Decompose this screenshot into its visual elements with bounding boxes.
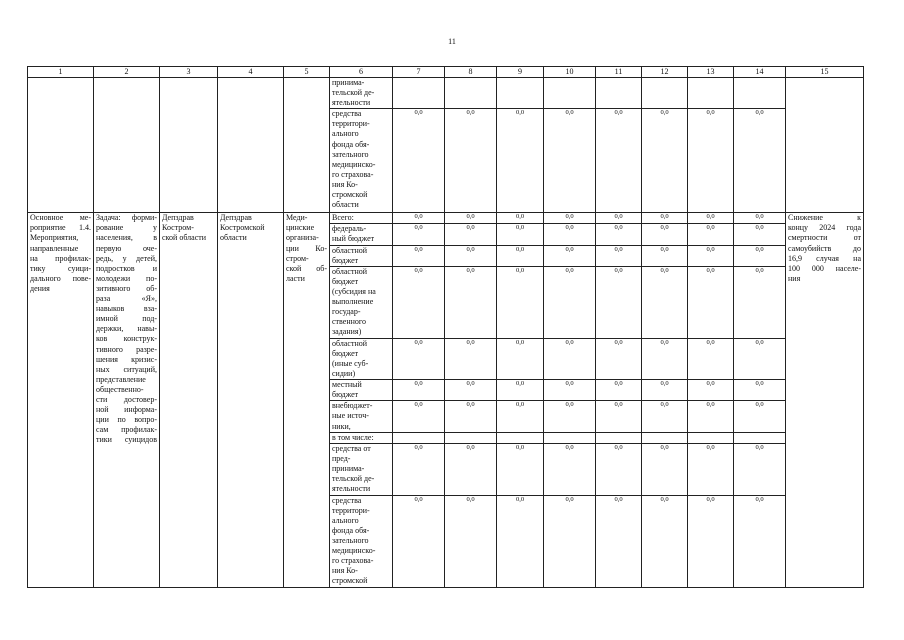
value-cell: 0,0 (393, 213, 445, 224)
value-cell: 0,0 (497, 266, 544, 338)
value-cell: 0,0 (642, 266, 688, 338)
value-cell: 0,0 (642, 338, 688, 379)
source-line: местный (332, 380, 362, 390)
value-cell: 0,0 (734, 443, 786, 495)
column-number-3: 3 (160, 67, 218, 78)
source-line: ники, (332, 421, 351, 431)
source-of-funding-cell (330, 245, 393, 266)
source-line: областной (332, 245, 368, 255)
source-line: принима- (332, 78, 365, 87)
coexecutor-line: Костромской (220, 223, 265, 233)
value-cell: 0,0 (393, 338, 445, 379)
source-line: задания) (332, 327, 362, 337)
source-line: бюджет (332, 348, 359, 358)
source-line: тельской де- (332, 473, 375, 483)
source-line: фонда обя- (332, 139, 370, 149)
value-cell: 0,0 (596, 266, 642, 338)
source-line: ния Ко- (332, 179, 358, 189)
source-line: средства (332, 495, 362, 505)
value-cell: 0,0 (393, 401, 445, 432)
source-of-funding-cell (330, 224, 393, 245)
task-description-line: населения, в (96, 233, 157, 243)
value-cell: 0,0 (642, 213, 688, 224)
value-cell: 0,0 (445, 495, 497, 587)
value-cell: 0,0 (596, 401, 642, 432)
measure-title-line: Основное ме- (30, 213, 91, 223)
value-cell: 0,0 (688, 495, 734, 587)
task-description-line: шения кризис- (96, 354, 157, 364)
source-line: ального (332, 515, 359, 525)
participants-line: стром- (286, 253, 309, 263)
value-cell: 0,0 (497, 338, 544, 379)
value-cell (497, 78, 544, 109)
value-cell: 0,0 (642, 401, 688, 432)
column-number-13: 13 (688, 67, 734, 78)
source-line: (субсидия на (332, 286, 376, 296)
empty-cell-col-1 (28, 78, 94, 213)
header-row (28, 67, 864, 78)
task-description-line: общественно- (96, 384, 144, 394)
source-line: государ- (332, 307, 361, 317)
value-cell (734, 432, 786, 443)
executor-line: ской области (162, 233, 207, 243)
value-cell: 0,0 (445, 213, 497, 224)
source-line: стромской (332, 190, 368, 200)
table-row (28, 213, 864, 224)
value-cell: 0,0 (688, 266, 734, 338)
value-cell: 0,0 (642, 443, 688, 495)
source-line: сидии) (332, 369, 356, 379)
value-cell: 0,0 (734, 495, 786, 587)
value-cell (642, 78, 688, 109)
source-line: территори- (332, 119, 370, 129)
value-cell: 0,0 (393, 495, 445, 587)
value-cell: 0,0 (596, 338, 642, 379)
source-line: Всего: (332, 213, 354, 223)
value-cell: 0,0 (734, 338, 786, 379)
value-cell: 0,0 (445, 109, 497, 213)
value-cell: 0,0 (642, 224, 688, 245)
value-cell: 0,0 (497, 224, 544, 245)
value-cell: 0,0 (544, 495, 596, 587)
value-cell (734, 78, 786, 109)
value-cell: 0,0 (642, 109, 688, 213)
empty-cell-col-2 (94, 78, 160, 213)
source-line: ятельности (332, 484, 371, 494)
value-cell: 0,0 (596, 245, 642, 266)
source-of-funding-cell (330, 213, 393, 224)
value-cell: 0,0 (642, 245, 688, 266)
task-description-line: первую оче- (96, 243, 157, 253)
task-description-line: редь, у детей, (96, 253, 157, 263)
value-cell: 0,0 (497, 109, 544, 213)
source-line: средства от (332, 443, 371, 453)
value-cell: 0,0 (497, 401, 544, 432)
empty-cell-col-3 (160, 78, 218, 213)
value-cell: 0,0 (393, 109, 445, 213)
value-cell: 0,0 (497, 495, 544, 587)
source-line: зательного (332, 149, 369, 159)
value-cell (642, 432, 688, 443)
source-line: внебюджет- (332, 401, 373, 411)
task-description-line: тики суицидов (96, 435, 157, 445)
value-cell (688, 432, 734, 443)
value-cell (445, 432, 497, 443)
task-description-line: ных ситуаций, (96, 364, 157, 374)
source-of-funding-cell (330, 495, 393, 587)
coexecutor-cell (218, 213, 284, 587)
expected-result-line: 100 000 населе- (788, 263, 861, 273)
column-number-6: 6 (330, 67, 393, 78)
source-line: фонда обя- (332, 525, 370, 535)
source-line: выполнение (332, 297, 374, 307)
value-cell: 0,0 (734, 213, 786, 224)
value-cell: 0,0 (596, 495, 642, 587)
task-description-line: сам профилак- (96, 425, 157, 435)
value-cell: 0,0 (544, 213, 596, 224)
source-of-funding-cell (330, 401, 393, 432)
value-cell: 0,0 (544, 224, 596, 245)
value-cell: 0,0 (688, 401, 734, 432)
source-line: бюджет (332, 276, 359, 286)
source-of-funding-cell (330, 432, 393, 443)
participants-line: организа- (286, 233, 319, 243)
column-number-4: 4 (218, 67, 284, 78)
source-of-funding-cell (330, 109, 393, 213)
value-cell: 0,0 (734, 109, 786, 213)
task-description-line: навыков вза- (96, 304, 157, 314)
source-line: тельской дe- (332, 88, 375, 98)
source-line: го страхова- (332, 169, 374, 179)
task-description-line: держки, навы- (96, 324, 157, 334)
source-of-funding-cell (330, 380, 393, 401)
value-cell: 0,0 (393, 245, 445, 266)
measure-title-line: тику суици- (30, 263, 91, 273)
value-cell: 0,0 (544, 338, 596, 379)
value-cell: 0,0 (688, 213, 734, 224)
value-cell: 0,0 (596, 380, 642, 401)
measure-title-line: на профилак- (30, 253, 91, 263)
value-cell: 0,0 (544, 266, 596, 338)
value-cell: 0,0 (642, 495, 688, 587)
coexecutor-line: Депздрав (220, 213, 252, 223)
measure-title-line: направленные (30, 243, 79, 253)
source-line: федераль- (332, 224, 367, 234)
task-description-line: ции по вопро- (96, 415, 157, 425)
value-cell: 0,0 (497, 213, 544, 224)
participants-line: ции Ко- (286, 243, 327, 253)
budget-table (27, 66, 864, 588)
source-line: территори- (332, 505, 370, 515)
participants-line: ласти (286, 273, 305, 283)
empty-cell-col-15 (786, 78, 864, 213)
value-cell: 0,0 (445, 266, 497, 338)
value-cell: 0,0 (734, 245, 786, 266)
value-cell: 0,0 (393, 266, 445, 338)
task-description-cell (94, 213, 160, 587)
value-cell (596, 432, 642, 443)
task-description-line: молодежи по- (96, 273, 157, 283)
task-description-line: рование у (96, 223, 157, 233)
value-cell: 0,0 (497, 245, 544, 266)
column-number-14: 14 (734, 67, 786, 78)
value-cell: 0,0 (688, 109, 734, 213)
source-line: принима- (332, 463, 365, 473)
empty-cell-col-4 (218, 78, 284, 213)
value-cell: 0,0 (445, 401, 497, 432)
value-cell: 0,0 (393, 224, 445, 245)
value-cell: 0,0 (688, 245, 734, 266)
measure-title-cell (28, 213, 94, 587)
source-line: ятельности (332, 98, 371, 108)
source-line: областной (332, 338, 368, 348)
task-description-line: тивного разре- (96, 344, 157, 354)
value-cell: 0,0 (734, 224, 786, 245)
value-cell (393, 78, 445, 109)
source-line: пред- (332, 453, 351, 463)
column-number-1: 1 (28, 67, 94, 78)
source-of-funding-cell (330, 78, 393, 109)
value-cell: 0,0 (497, 380, 544, 401)
task-description-line: раза «Я», (96, 294, 157, 304)
source-line: зательного (332, 536, 369, 546)
column-number-2: 2 (94, 67, 160, 78)
expected-result-line: 16,9 случая на (788, 253, 861, 263)
participants-line: Меди- (286, 213, 308, 223)
source-line: ального (332, 129, 359, 139)
value-cell: 0,0 (734, 380, 786, 401)
source-line: бюджет (332, 255, 359, 265)
source-line: медицинско- (332, 546, 376, 556)
column-number-5: 5 (284, 67, 330, 78)
source-line: ственного (332, 317, 366, 327)
column-number-15: 15 (786, 67, 864, 78)
participants-line: ской об- (286, 263, 327, 273)
column-number-8: 8 (445, 67, 497, 78)
value-cell (544, 78, 596, 109)
executor-line: Костром- (162, 223, 194, 233)
value-cell: 0,0 (734, 401, 786, 432)
executor-cell (160, 213, 218, 587)
source-line: в том числе: (332, 432, 374, 442)
source-line: го страхова- (332, 556, 374, 566)
value-cell (596, 78, 642, 109)
source-of-funding-cell (330, 338, 393, 379)
expected-result-line: самоубийств до (788, 243, 861, 253)
value-cell (445, 78, 497, 109)
task-description-line: ной информа- (96, 405, 157, 415)
measure-title-line: Мероприятия, (30, 233, 79, 243)
source-line: средства (332, 109, 362, 119)
source-line: бюджет (332, 390, 359, 400)
empty-cell-col-5 (284, 78, 330, 213)
expected-result-line: ния (788, 273, 801, 283)
source-line: (иные суб- (332, 358, 369, 368)
page-number: 11 (448, 37, 456, 46)
value-cell: 0,0 (393, 380, 445, 401)
task-description-line: сти достовер- (96, 394, 157, 404)
value-cell: 0,0 (688, 224, 734, 245)
value-cell (688, 78, 734, 109)
value-cell: 0,0 (497, 443, 544, 495)
value-cell: 0,0 (544, 401, 596, 432)
task-description-line: Задача: форми- (96, 213, 157, 223)
source-line: стромской (332, 576, 368, 586)
measure-title-line: дального пове- (30, 273, 91, 283)
task-description-line: зитивного об- (96, 283, 157, 293)
value-cell (497, 432, 544, 443)
table-row (28, 78, 864, 109)
value-cell: 0,0 (544, 245, 596, 266)
value-cell: 0,0 (544, 380, 596, 401)
column-number-12: 12 (642, 67, 688, 78)
participants-cell (284, 213, 330, 587)
value-cell (544, 432, 596, 443)
value-cell: 0,0 (688, 380, 734, 401)
value-cell: 0,0 (734, 266, 786, 338)
source-line: ные источ- (332, 411, 369, 421)
value-cell: 0,0 (393, 443, 445, 495)
value-cell: 0,0 (596, 213, 642, 224)
value-cell: 0,0 (445, 224, 497, 245)
source-line: медицинско- (332, 159, 376, 169)
task-description-line: подростков и (96, 263, 157, 273)
source-of-funding-cell (330, 443, 393, 495)
source-line: ния Ко- (332, 566, 358, 576)
task-description-line: ков конструк- (96, 334, 157, 344)
source-line: области (332, 200, 359, 210)
task-description-line: представление (96, 374, 146, 384)
value-cell: 0,0 (688, 443, 734, 495)
participants-line: цинские (286, 223, 315, 233)
source-line: ный бюджет (332, 234, 375, 244)
expected-result-line: Снижение к (788, 213, 861, 223)
coexecutor-line: области (220, 233, 247, 243)
value-cell: 0,0 (596, 109, 642, 213)
value-cell: 0,0 (544, 109, 596, 213)
measure-title-line: роприятие 1.4. (30, 223, 91, 233)
column-number-9: 9 (497, 67, 544, 78)
column-number-10: 10 (544, 67, 596, 78)
expected-result-line: смертности от (788, 233, 861, 243)
expected-result-cell (786, 213, 864, 587)
measure-title-line: дения (30, 283, 50, 293)
value-cell: 0,0 (445, 338, 497, 379)
value-cell: 0,0 (596, 443, 642, 495)
value-cell: 0,0 (445, 380, 497, 401)
value-cell: 0,0 (642, 380, 688, 401)
column-number-11: 11 (596, 67, 642, 78)
source-of-funding-cell (330, 266, 393, 338)
column-number-7: 7 (393, 67, 445, 78)
value-cell: 0,0 (445, 245, 497, 266)
value-cell: 0,0 (596, 224, 642, 245)
value-cell: 0,0 (445, 443, 497, 495)
value-cell (393, 432, 445, 443)
task-description-line: имной под- (96, 314, 157, 324)
source-line: областной (332, 266, 368, 276)
expected-result-line: концу 2024 года (788, 223, 861, 233)
executor-line: Депздрав (162, 213, 194, 223)
value-cell: 0,0 (688, 338, 734, 379)
value-cell: 0,0 (544, 443, 596, 495)
